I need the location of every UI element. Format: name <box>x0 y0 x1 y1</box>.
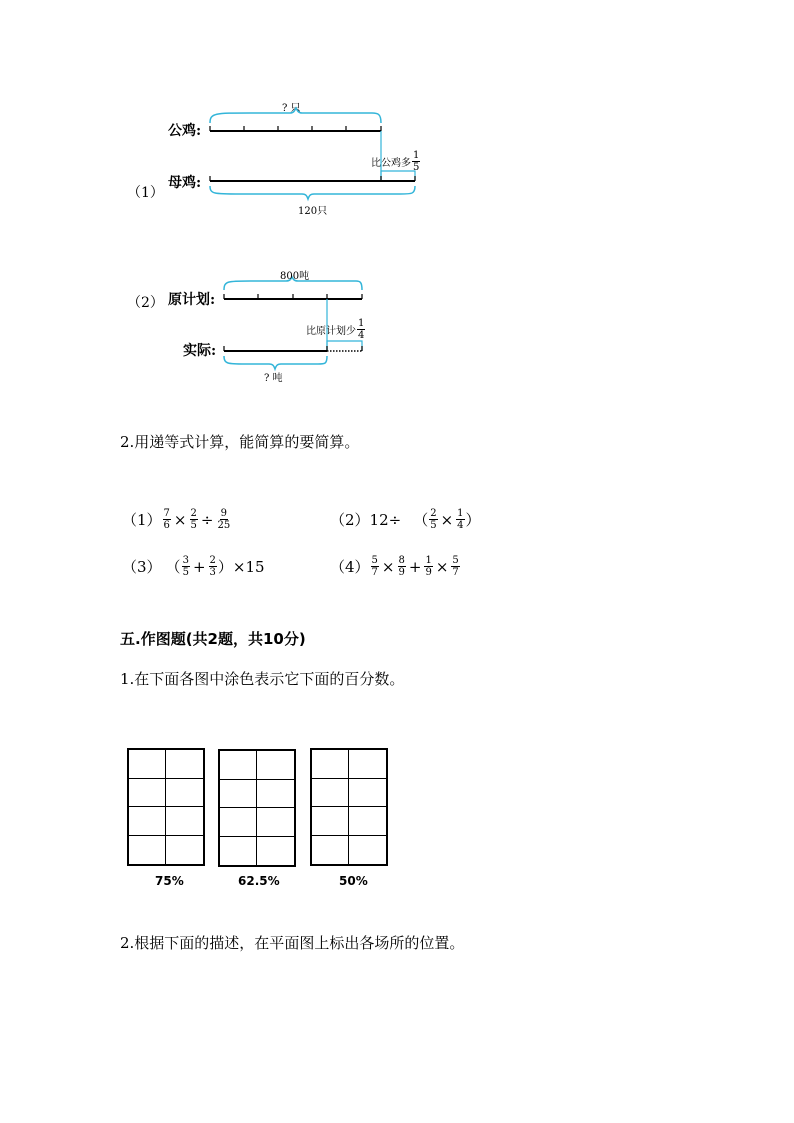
actual-label: 实际: <box>183 343 217 359</box>
compare-fraction-2: $\frac{1}{4}$ <box>358 318 365 341</box>
fraction: $\frac{2}{5}$ <box>430 508 437 531</box>
question-2-title: 2.用递等式计算，能简算的要简算。 <box>120 433 360 451</box>
compare-note-2 <box>306 318 366 341</box>
rooster-label: 公鸡: <box>168 123 202 139</box>
hen-label: 母鸡: <box>168 175 202 191</box>
actual-unknown-label: ? 吨 <box>264 373 283 384</box>
extra-brace-1 <box>381 171 415 181</box>
percent-label-62-5: 62.5% <box>238 874 280 888</box>
fraction: $\frac{3}{5}$ <box>182 555 189 578</box>
section-5-title: 五.作图题(共2题，共10分) <box>120 630 306 648</box>
calc-label-2: （2） <box>330 511 370 529</box>
segment-diagrams <box>0 0 794 420</box>
compare-text-2: 比原计划少 <box>306 326 356 337</box>
plan-label: 原计划: <box>168 292 216 308</box>
calc-problem-4: （4） $\frac{5}{7}$ × $\frac{8}{9}$ + $\frac{1}{9}$ × $\frac{5}{7}$ <box>330 555 459 578</box>
compare-fraction-1: $\frac{1}{5}$ <box>413 150 420 173</box>
problem-number-2: （2） <box>127 295 164 311</box>
percent-label-75: 75% <box>155 874 184 888</box>
fraction: $\frac{5}{7}$ <box>371 555 378 578</box>
grid-75[interactable] <box>127 748 205 866</box>
rooster-top-brace <box>210 108 381 123</box>
grid-50[interactable] <box>310 748 388 866</box>
calc-problem-2: （2） 12÷ （ $\frac{2}{5}$ × $\frac{1}{4}$ ） <box>330 508 481 531</box>
fraction: $\frac{1}{4}$ <box>457 508 464 531</box>
calc-integer: 12÷ <box>369 510 402 529</box>
calc-label-4: （4） <box>330 558 370 576</box>
fraction: $\frac{2}{3}$ <box>209 555 216 578</box>
less-brace-2 <box>327 341 362 351</box>
actual-bottom-brace <box>224 356 327 369</box>
diagram-1 <box>210 108 415 199</box>
section-5-question-1: 1.在下面各图中涂色表示它下面的百分数。 <box>120 670 405 688</box>
rooster-unknown-label: ? 只 <box>282 103 301 114</box>
fraction: $\frac{1}{9}$ <box>425 555 432 578</box>
calc-tail: ×15 <box>232 557 265 576</box>
fraction: $\frac{8}{9}$ <box>398 555 405 578</box>
percent-label-50: 50% <box>339 874 368 888</box>
plan-total-label: 800吨 <box>280 271 310 282</box>
section-5-question-2: 2.根据下面的描述，在平面图上标出各场所的位置。 <box>120 934 465 952</box>
calc-label-3: （3） <box>122 558 162 576</box>
fraction: $\frac{2}{5}$ <box>190 508 197 531</box>
fraction: $\frac{7}{6}$ <box>163 508 170 531</box>
calc-problem-3: （3） （ $\frac{3}{5}$ + $\frac{2}{3}$ ） ×15 <box>122 555 265 578</box>
calc-problem-1: （1） $\frac{7}{6}$ × $\frac{2}{5}$ ÷ $\frac{9}{25}$ <box>122 508 231 531</box>
calc-label-1: （1） <box>122 511 162 529</box>
grid-62-5[interactable] <box>218 749 296 867</box>
hen-total-label: 120只 <box>298 206 328 217</box>
fraction: $\frac{9}{25}$ <box>217 508 231 531</box>
fraction: $\frac{5}{7}$ <box>452 555 459 578</box>
hen-bottom-brace <box>210 186 415 199</box>
compare-text-1: 比公鸡多 <box>371 158 411 169</box>
problem-number-1: （1） <box>127 185 164 201</box>
